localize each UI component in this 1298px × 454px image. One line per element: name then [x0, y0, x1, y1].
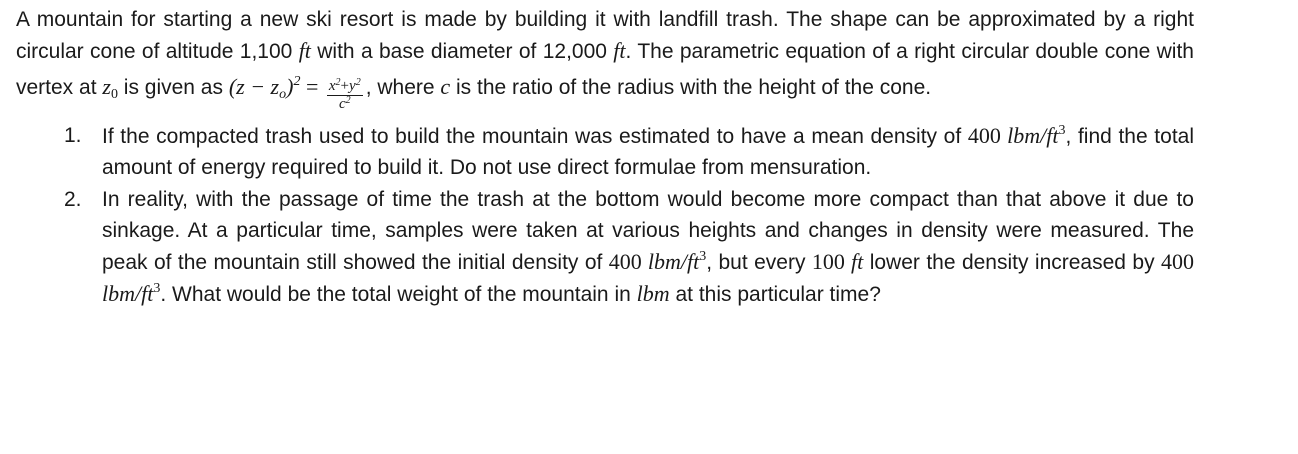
unit-ft: ft [298, 38, 311, 63]
q2-text-1: In reality, with the passage of time the trash at the bottom would become more compact than that above it due to sinkage. At a particular time, samples were taken at various heights and changes in density were measured. The peak of the mountain still showed the initial density of [102, 188, 1194, 274]
var-c-inline: c [440, 74, 451, 99]
q2-height-value: 100 [811, 249, 852, 274]
q1-text-2: , find the total amount of energy required to build it. Do not use direct formulae from mensuration. [102, 125, 1194, 179]
question-item-1 [16, 120, 1194, 183]
unit-ft: ft [613, 38, 626, 63]
q2-text-5: at this particular time? [669, 283, 881, 306]
fraction-numerator [327, 78, 363, 96]
c-exponent: 2 [345, 95, 351, 106]
q2-increase-exponent: 3 [153, 281, 161, 296]
eq-lhs-exponent: 2 [293, 74, 301, 89]
question-item-2 [16, 184, 1194, 310]
q1-density-exponent: 3 [1058, 123, 1066, 138]
q1-text-1: If the compacted trash used to build the mountain was estimated to have a mean density of [102, 125, 968, 148]
q2-density-value: 400 [608, 249, 648, 274]
question-number: 1. [64, 124, 82, 147]
intro-text-3: . The parametric equation of a right circular double cone with vertex at [16, 40, 1194, 99]
q2-increase-unit: lbm/ft [102, 281, 154, 306]
intro-text-6: is the ratio of the radius with the height of the cone. [450, 76, 932, 99]
q2-increase-value: 400 [1161, 249, 1195, 274]
q2-text-4: . What would be the total weight of the mountain in [160, 283, 637, 306]
eq-lhs-paren: ) [286, 74, 294, 99]
plus-sign: + [340, 78, 350, 94]
fraction-denominator [327, 96, 363, 113]
q2-density-unit: lbm/ft [647, 249, 700, 274]
intro-text-1: A mountain for starting a new ski resort is made by building it with landfill trash. The shape can be approximated by a right circular cone of altitude 1,100 [16, 8, 1194, 63]
q1-density-unit: lbm/ft [1007, 123, 1059, 148]
intro-text-4: is given as [117, 76, 229, 99]
question-list [16, 120, 1194, 310]
cone-equation-fraction [327, 78, 363, 113]
intro-text-2: with a base diameter of 12,000 [310, 40, 614, 63]
var-z: z [102, 74, 111, 99]
problem-intro [16, 4, 1194, 113]
y-exponent: 2 [355, 77, 361, 88]
x-exponent: 2 [335, 77, 341, 88]
eq-lhs-subscript: o [279, 87, 287, 102]
q2-text-3: lower the density increased by [863, 251, 1162, 274]
q2-height-unit: ft [851, 249, 864, 274]
eq-lhs-text: (z − z [228, 74, 280, 99]
var-y: y [349, 78, 356, 94]
cone-equation-lhs [228, 74, 301, 102]
var-x: x [328, 78, 336, 94]
intro-text-5: , where [365, 76, 441, 99]
q2-density-exponent: 3 [699, 249, 707, 264]
question-number: 2. [64, 188, 82, 211]
q1-density-value: 400 [967, 123, 1008, 148]
q2-weight-unit: lbm [636, 281, 670, 306]
eq-equals: = [300, 74, 324, 99]
var-z-subscript: 0 [110, 87, 118, 102]
q2-text-2: , but every [706, 251, 812, 274]
var-c: c [338, 96, 346, 112]
